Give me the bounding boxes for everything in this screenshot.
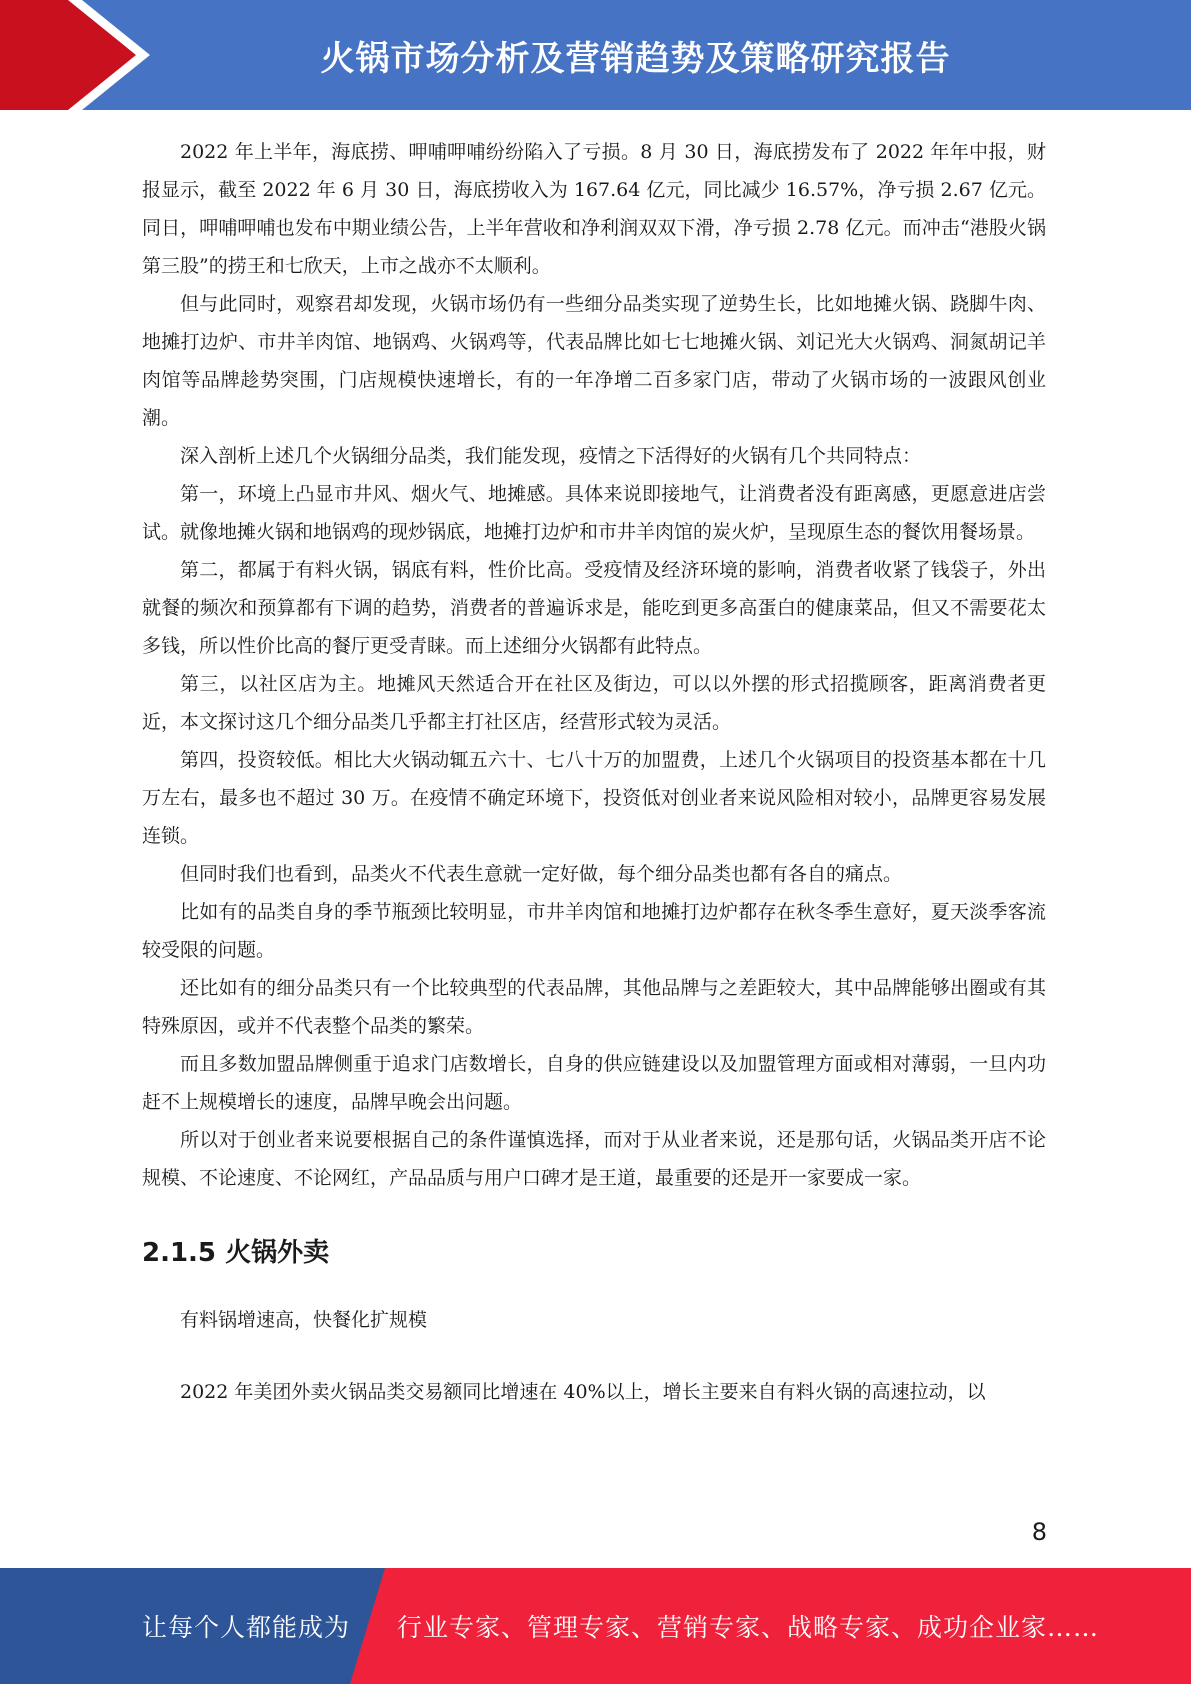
page-header-banner: [0, 0, 1191, 110]
document-body: [142, 133, 1046, 1411]
body-paragraph: 还比如有的细分品类只有一个比较典型的代表品牌，其他品牌与之差距较大，其中品牌能够出圈或有其特殊原因，或并不代表整个品类的繁荣。: [142, 977, 1046, 1037]
body-paragraph: 2022 年美团外卖火锅品类交易额同比增速在 40%以上，增长主要来自有料火锅的高速拉动，以: [180, 1381, 986, 1403]
body-paragraph: 所以对于创业者来说要根据自己的条件谨慎选择，而对于从业者来说，还是那句话，火锅品类开店不论规模、不论速度、不论网红，产品品质与用户口碑才是王道，最重要的还是开一家要成一家。: [142, 1129, 1046, 1189]
body-paragraph: 深入剖析上述几个火锅细分品类，我们能发现，疫情之下活得好的火锅有几个共同特点：: [180, 445, 922, 467]
body-paragraph: 第二，都属于有料火锅，锅底有料，性价比高。受疫情及经济环境的影响，消费者收紧了钱袋子，外出就餐的频次和预算都有下调的趋势，消费者的普遍诉求是，能吃到更多高蛋白的健康菜品，但又不需要花太多钱，所以性价比高的餐厅更受青睐。而上述细分火锅都有此特点。: [142, 559, 1046, 657]
page-number: 8: [1031, 1518, 1047, 1546]
body-paragraph: 而且多数加盟品牌侧重于追求门店数增长，自身的供应链建设以及加盟管理方面或相对薄弱，一旦内功赶不上规模增长的速度，品牌早晚会出问题。: [142, 1053, 1046, 1113]
section-heading: 2.1.5 火锅外卖: [142, 1238, 330, 1268]
subheading-text: 有料锅增速高，快餐化扩规模: [180, 1309, 428, 1331]
footer-slogan-left: 让每个人都能成为: [142, 1613, 351, 1642]
body-paragraph: 但同时我们也看到，品类火不代表生意就一定好做，每个细分品类也都有各自的痛点。: [180, 863, 903, 885]
body-paragraph: 第一，环境上凸显市井风、烟火气、地摊感。具体来说即接地气，让消费者没有距离感，更愿意进店尝试。就像地摊火锅和地锅鸡的现炒锅底，地摊打边炉和市井羊肉馆的炭火炉，呈现原生态的餐饮用餐场景。: [142, 483, 1046, 543]
body-paragraph: 比如有的品类自身的季节瓶颈比较明显，市井羊肉馆和地摊打边炉都存在秋冬季生意好，夏天淡季客流较受限的问题。: [142, 901, 1046, 961]
body-paragraph: 2022 年上半年，海底捞、呷哺呷哺纷纷陷入了亏损。8 月 30 日，海底捞发布了 2022 年年中报，财报显示，截至 2022 年 6 月 30 日，海底捞收入为 167.64 亿元，同比减少 16.57%，净亏损 2.67 亿元。同日，呷哺呷哺也发布中期业绩公告，上半年营收和净利润双双下滑，净亏损 2.78 亿元。而冲击“港股火锅第三股”的捞王和七欣天，上市之战亦不太顺利。: [142, 141, 1046, 277]
footer-slogan-right: 行业专家、管理专家、营销专家、战略专家、成功企业家……: [397, 1613, 1100, 1642]
body-paragraph: 但与此同时，观察君却发现，火锅市场仍有一些细分品类实现了逆势生长，比如地摊火锅、跷脚牛肉、地摊打边炉、市井羊肉馆、地锅鸡、火锅鸡等，代表品牌比如七七地摊火锅、刘记光大火锅鸡、洞氮胡记羊肉馆等品牌趁势突围，门店规模快速增长，有的一年净增二百多家门店，带动了火锅市场的一波跟风创业潮。: [142, 293, 1046, 429]
document-title: 火锅市场分析及营销趋势及策略研究报告: [320, 38, 951, 79]
page-footer-banner: [0, 1568, 1191, 1684]
body-paragraph: 第四，投资较低。相比大火锅动辄五六十、七八十万的加盟费，上述几个火锅项目的投资基本都在十几万左右，最多也不超过 30 万。在疫情不确定环境下，投资低对创业者来说风险相对较小，品牌更容易发展连锁。: [142, 749, 1046, 847]
body-paragraph: 第三，以社区店为主。地摊风天然适合开在社区及街边，可以以外摆的形式招揽顾客，距离消费者更近，本文探讨这几个细分品类几乎都主打社区店，经营形式较为灵活。: [142, 673, 1046, 733]
header-red-chevron: [0, 0, 140, 110]
